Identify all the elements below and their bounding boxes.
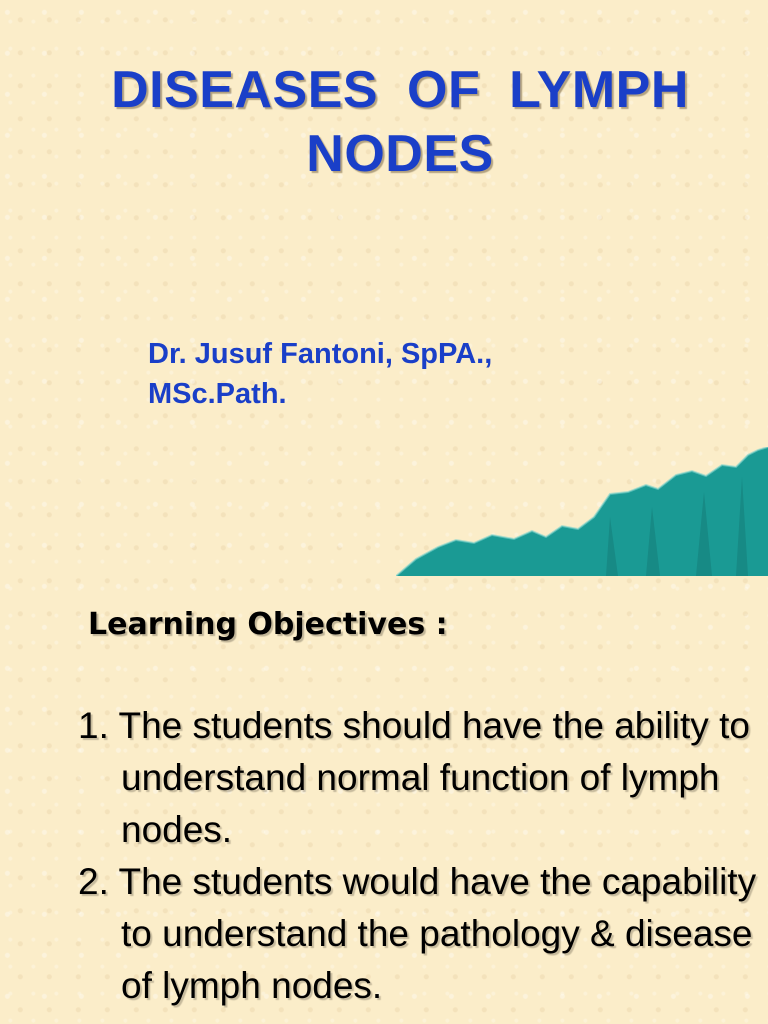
author-line-2: MSc.Path.	[148, 378, 287, 410]
list-item: 1. The students should have the ability to understand normal function of lymph nodes.	[78, 705, 750, 850]
author-line-1: Dr. Jusuf Fantoni, SpPA.,	[148, 338, 493, 370]
title-line-2: NODES	[306, 125, 494, 183]
objectives-list	[78, 700, 758, 1012]
title-line-1: DISEASES OF LYMPH	[111, 61, 689, 119]
learning-objectives-heading: Learning Objectives :	[88, 607, 448, 642]
mountain-decoration-icon	[396, 447, 768, 576]
list-item: 2. The students would have the capability to understand the pathology & disease of lymph nodes.	[78, 861, 757, 1006]
slide-title	[0, 58, 768, 186]
author-name	[148, 334, 492, 414]
